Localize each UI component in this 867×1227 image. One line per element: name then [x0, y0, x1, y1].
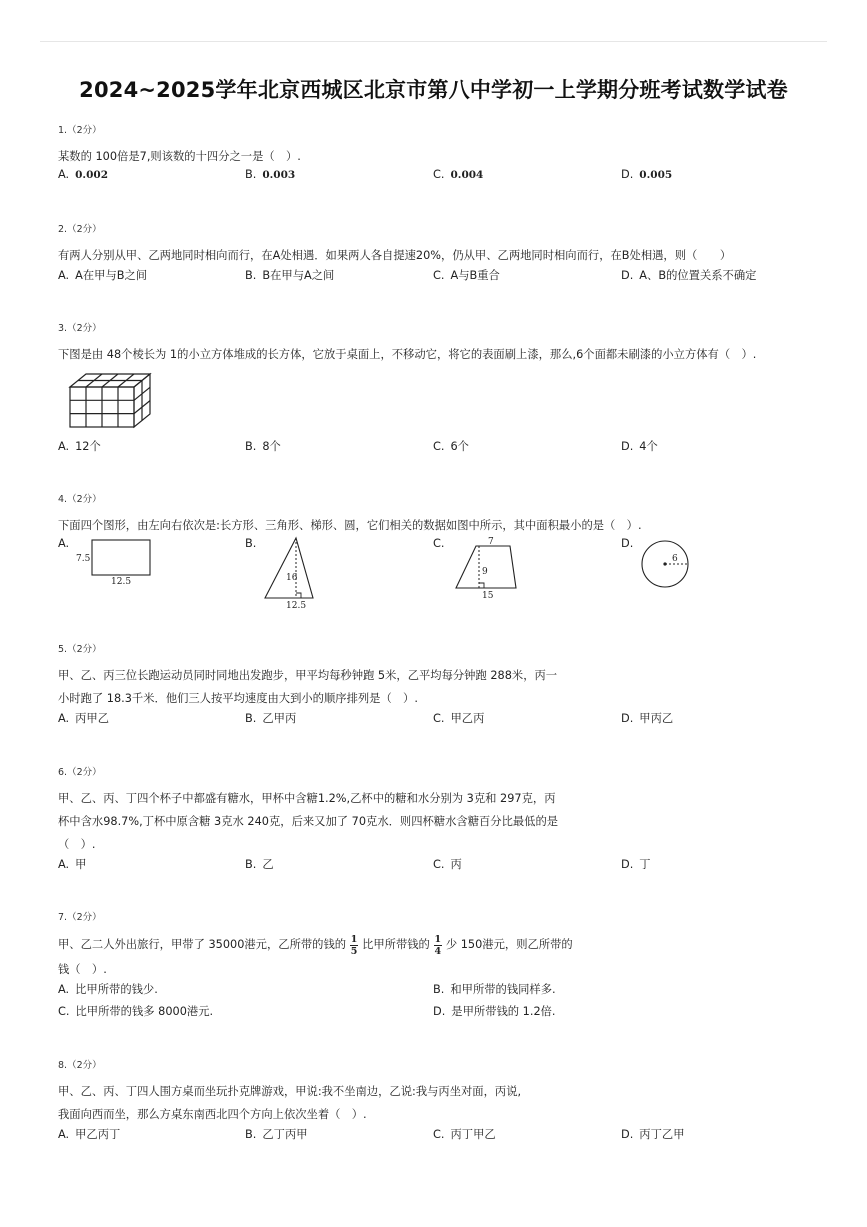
option-a[interactable] [58, 438, 101, 454]
option-key: D. [621, 440, 634, 453]
option-key: C. [58, 1005, 70, 1018]
option-a[interactable] [58, 710, 109, 726]
page-title: 2024~2025学年北京西城区北京市第八中学初一上学期分班考试数学试卷 [79, 78, 788, 102]
question-text-line-3: （ ）. [58, 838, 96, 851]
option-c[interactable] [433, 267, 500, 283]
option-key: C. [433, 537, 445, 550]
option-b[interactable] [245, 1126, 308, 1142]
options-row [58, 710, 818, 732]
triangle-height-label: 16 [286, 573, 298, 583]
question-text-line-2: 杯中含水98.7%,丁杯中原含糖 3克水 240克，后来又加了 70克水．则四杯糖水含糖百分比最低的是 [58, 815, 559, 828]
option-value: 是甲所带钱的 1.2倍. [451, 1005, 556, 1018]
option-b[interactable] [433, 981, 556, 997]
option-c[interactable] [433, 168, 483, 181]
option-value: 甲乙丙 [450, 712, 485, 725]
triangle-base-label: 12.5 [286, 601, 307, 611]
question-4 [58, 491, 818, 559]
option-value: 丁 [639, 858, 651, 871]
option-a[interactable] [58, 1126, 120, 1142]
trapezoid-top-label: 7 [488, 537, 494, 547]
option-a[interactable] [58, 267, 147, 283]
option-key: D. [621, 858, 634, 871]
options-row [58, 438, 818, 460]
triangle-figure [260, 534, 322, 614]
option-key: A. [58, 712, 70, 725]
option-value: 6个 [450, 440, 469, 453]
option-value: 甲乙丙丁 [75, 1128, 121, 1141]
option-key: C. [433, 712, 445, 725]
option-c[interactable] [433, 537, 450, 550]
option-key: B. [245, 537, 257, 550]
question-text-line-1: 甲、乙、丙三位长跑运动员同时同地出发跑步，甲平均每秒钟跑 5米，乙平均每分钟跑 288米，丙一 [58, 669, 558, 682]
option-key: C. [433, 1128, 445, 1141]
option-key: A. [58, 1128, 70, 1141]
option-value: 和甲所带的钱同样多. [450, 983, 556, 996]
circle-figure [638, 538, 694, 590]
option-c[interactable] [433, 710, 484, 726]
options-row [58, 1126, 818, 1148]
option-value: 8个 [262, 440, 281, 453]
option-key: C. [433, 168, 445, 181]
option-d[interactable] [621, 1126, 685, 1142]
option-key: D. [621, 537, 634, 550]
circle-radius-label: 6 [672, 554, 678, 564]
option-key: D. [621, 1128, 634, 1141]
option-c[interactable] [433, 856, 462, 872]
option-value: 0.003 [262, 169, 296, 181]
option-b[interactable] [245, 856, 274, 872]
header-divider [40, 41, 827, 42]
option-value: 0.002 [75, 169, 109, 181]
question-text: 下图是由 48个棱长为 1的小立方体堆成的长方体，它放于桌面上，不移动它，将它的表面刷上漆，那么,6个面都未刷漆的小立方体有（ ）. [58, 348, 757, 361]
option-value: 甲 [75, 858, 87, 871]
option-key: A. [58, 537, 70, 550]
question-2 [58, 221, 818, 289]
option-d[interactable] [621, 537, 639, 550]
question-score: 8.（2分） [58, 1060, 102, 1071]
option-key: B. [245, 269, 257, 282]
option-key: C. [433, 269, 445, 282]
option-key: C. [433, 858, 445, 871]
option-value: 乙甲丙 [262, 712, 297, 725]
rectangle-figure [72, 536, 162, 588]
option-value: A、B的位置关系不确定 [639, 269, 757, 282]
question-text: 下面四个图形，由左向右依次是:长方形、三角形、梯形、圆，它们相关的数据如图中所示，其中面积最小的是（ ）. [58, 519, 642, 532]
option-d[interactable] [433, 1003, 556, 1019]
option-a[interactable] [58, 981, 158, 997]
rect-height-label: 7.5 [76, 554, 91, 564]
question-text-line-1 [58, 932, 818, 958]
options-row [58, 168, 818, 190]
question-text-part: 甲、乙二人外出旅行，甲带了 35000港元，乙所带的钱的 [58, 938, 347, 951]
option-key: B. [245, 858, 257, 871]
options-row [58, 537, 818, 559]
option-key: A. [58, 269, 70, 282]
question-score: 4.（2分） [58, 494, 102, 505]
question-text-part: 少 150港元，则乙所带的 [445, 938, 573, 951]
option-value: 0.004 [450, 169, 484, 181]
question-text-part: 比甲所带钱的 [362, 938, 430, 951]
option-d[interactable] [621, 710, 673, 726]
fraction-numerator: 1 [350, 933, 358, 945]
option-key: C. [433, 440, 445, 453]
question-text-line-2: 小时跑了 18.3千米．他们三人按平均速度由大到小的顺序排列是（ ）. [58, 692, 418, 705]
option-value: 12个 [75, 440, 101, 453]
options-row [58, 981, 818, 1003]
option-key: D. [621, 269, 634, 282]
fraction-numerator: 1 [434, 933, 442, 945]
option-key: D. [621, 712, 634, 725]
question-score: 1.（2分） [58, 125, 102, 136]
cuboid-figure [66, 370, 156, 432]
option-key: B. [433, 983, 445, 996]
option-value: 甲丙乙 [639, 712, 674, 725]
option-key: A. [58, 440, 70, 453]
trapezoid-figure [452, 536, 524, 600]
option-value: 乙 [262, 858, 274, 871]
options-row [58, 1003, 818, 1025]
rect-width-label: 12.5 [111, 577, 132, 587]
fraction-denominator: 4 [434, 945, 442, 957]
question-text-line-1: 甲、乙、丙、丁四个杯子中都盛有糖水，甲杯中含糖1.2%,乙杯中的糖和水分别为 3克和 297克，丙 [58, 792, 556, 805]
question-score: 7.（2分） [58, 912, 102, 923]
question-7 [58, 909, 818, 1025]
question-text: 某数的 100倍是7,则该数的十四分之一是（ ）. [58, 150, 301, 163]
fraction-one-fifth [350, 934, 358, 957]
option-key: B. [245, 440, 257, 453]
option-key: A. [58, 983, 70, 996]
option-key: D. [433, 1005, 446, 1018]
option-value: 乙丁丙甲 [262, 1128, 308, 1141]
option-key: B. [245, 168, 257, 181]
question-3 [58, 320, 818, 366]
option-value: B在甲与A之间 [262, 269, 335, 282]
question-text-line-1: 甲、乙、丙、丁四人围方桌而坐玩扑克牌游戏，甲说:我不坐南边，乙说:我与丙坐对面，丙说, [58, 1085, 522, 1098]
option-key: A. [58, 168, 70, 181]
option-key: B. [245, 712, 257, 725]
fraction-one-fourth [434, 934, 442, 957]
trapezoid-bottom-label: 15 [482, 591, 494, 600]
option-b[interactable] [245, 438, 281, 454]
option-key: A. [58, 858, 70, 871]
option-c[interactable] [58, 1003, 213, 1019]
trapezoid-height-label: 9 [482, 567, 488, 577]
option-value: 比甲所带的钱少. [75, 983, 158, 996]
option-a[interactable] [58, 168, 108, 181]
option-value: 0.005 [639, 169, 673, 181]
option-d[interactable] [621, 856, 651, 872]
question-3-options [58, 438, 818, 460]
option-b[interactable] [245, 710, 296, 726]
question-5 [58, 641, 818, 732]
option-value: 丙丁乙甲 [639, 1128, 685, 1141]
question-score: 5.（2分） [58, 644, 102, 655]
question-text-line-2: 我面向西而坐，那么方桌东南西北四个方向上依次坐着（ ）. [58, 1108, 367, 1121]
option-value: 丙甲乙 [75, 712, 110, 725]
option-c[interactable] [433, 1126, 496, 1142]
question-6 [58, 764, 818, 878]
option-value: 比甲所带的钱多 8000港元. [75, 1005, 214, 1018]
question-text-line-2: 钱（ ）. [58, 963, 107, 976]
question-score: 2.（2分） [58, 224, 102, 235]
option-b[interactable] [245, 168, 295, 181]
option-value: 丙 [450, 858, 462, 871]
option-b[interactable] [245, 267, 334, 283]
option-a[interactable] [58, 856, 86, 872]
option-value: 丙丁甲乙 [450, 1128, 496, 1141]
option-d[interactable] [621, 438, 658, 454]
option-d[interactable] [621, 267, 756, 283]
question-8 [58, 1057, 818, 1148]
option-d[interactable] [621, 168, 672, 181]
question-score: 3.（2分） [58, 323, 102, 334]
question-1 [58, 122, 818, 190]
question-text: 有两人分别从甲、乙两地同时相向而行，在A处相遇．如果两人各自提速20%，仍从甲、乙两地同时相向而行，在B处相遇，则（ ） [58, 249, 732, 262]
option-value: 4个 [639, 440, 658, 453]
option-key: B. [245, 1128, 257, 1141]
question-score: 6.（2分） [58, 767, 102, 778]
option-value: A与B重合 [450, 269, 500, 282]
option-key: D. [621, 168, 634, 181]
option-c[interactable] [433, 438, 469, 454]
options-row [58, 856, 818, 878]
fraction-denominator: 5 [350, 945, 358, 957]
option-value: A在甲与B之间 [75, 269, 148, 282]
options-row [58, 267, 818, 289]
